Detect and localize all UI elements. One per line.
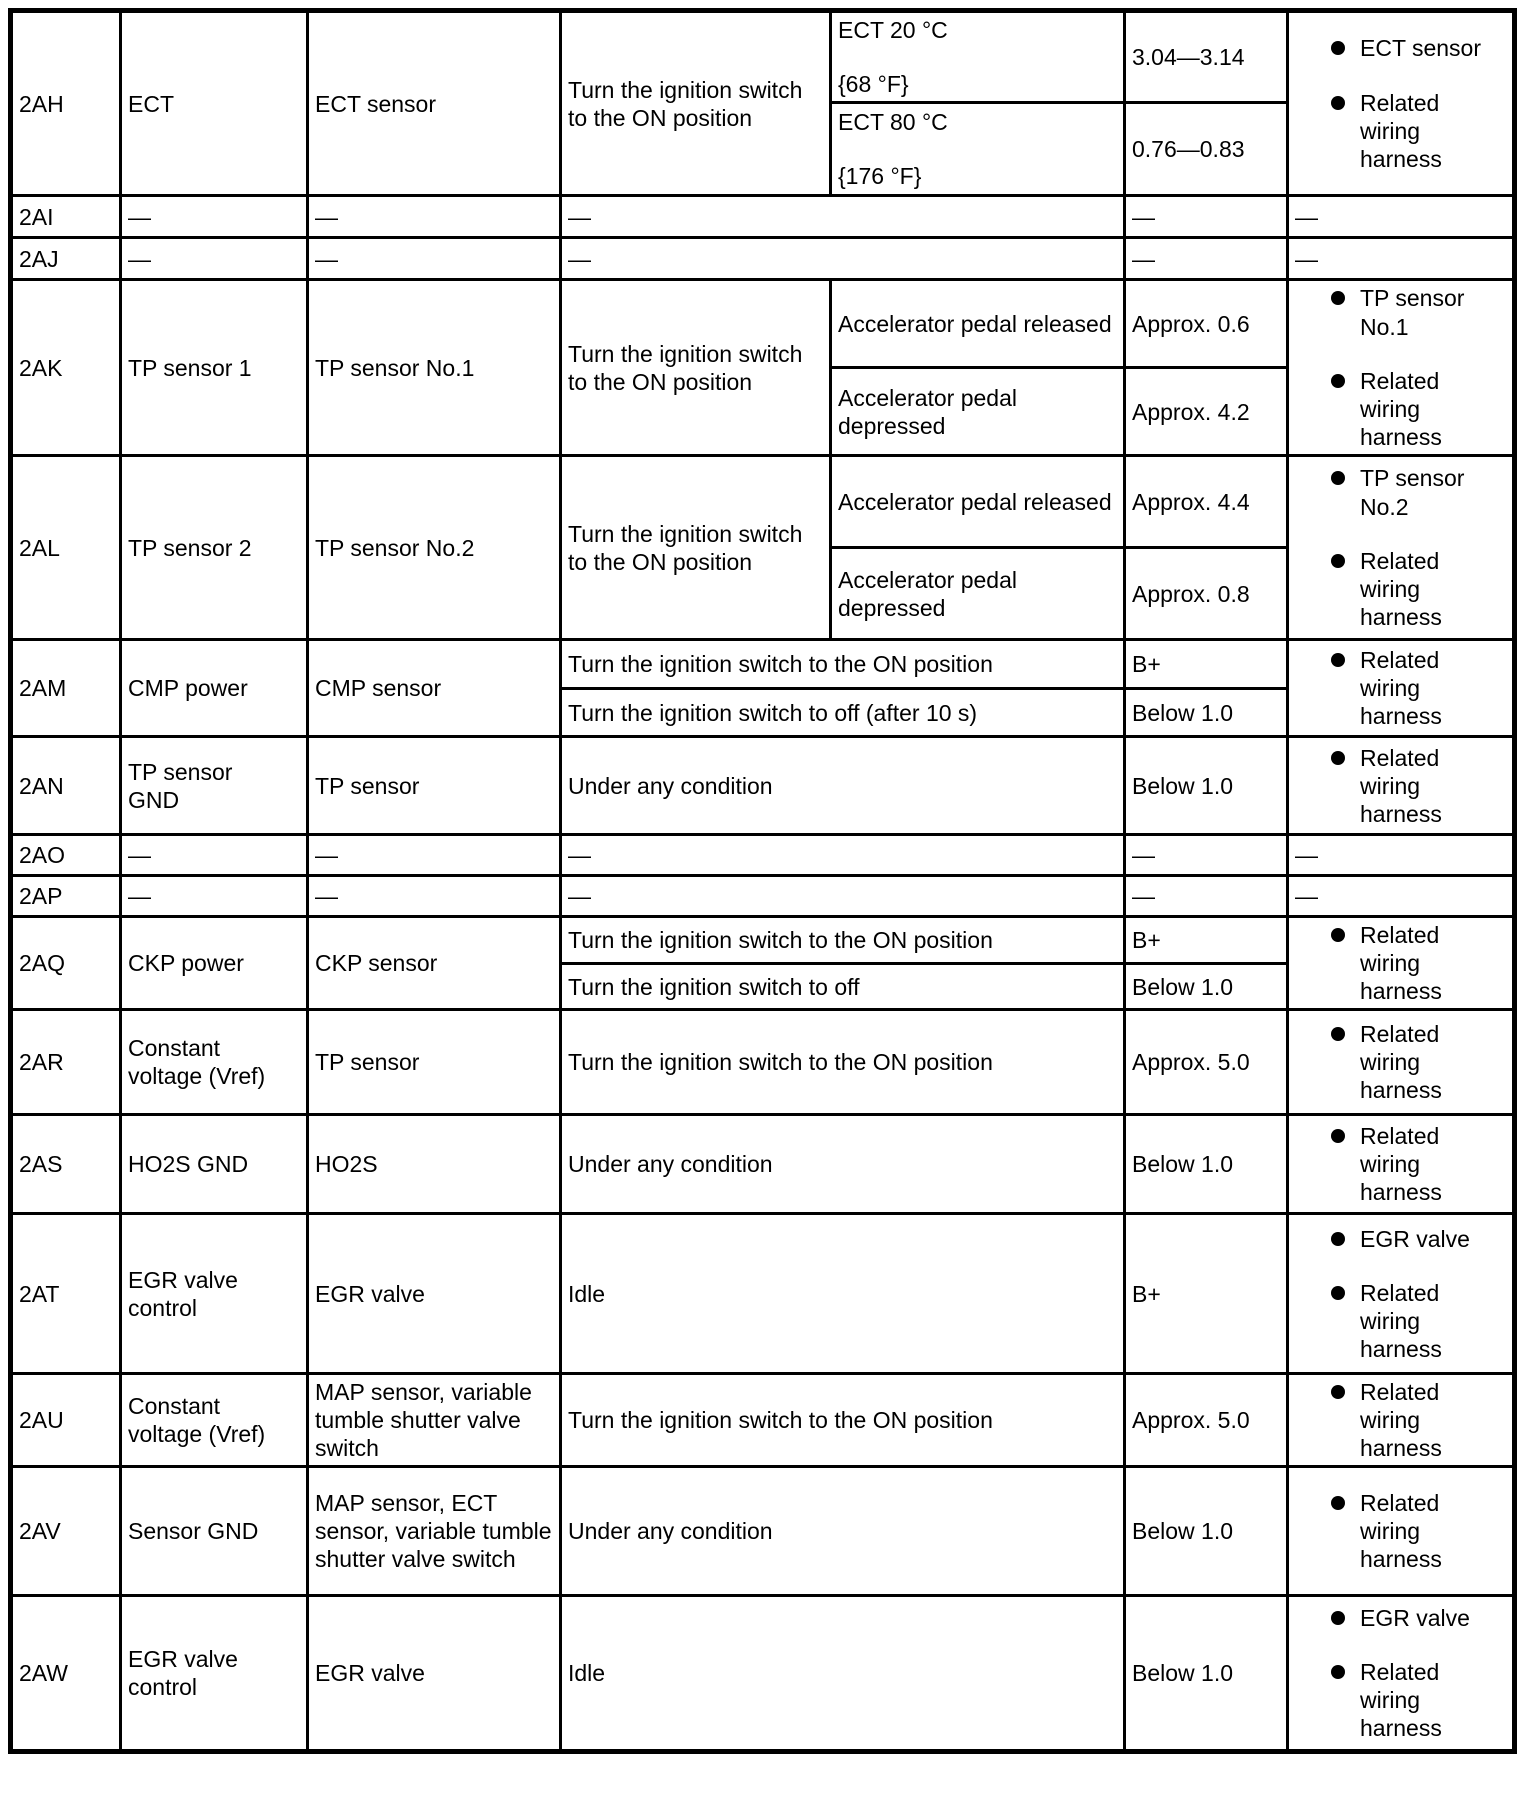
list-item xyxy=(1331,34,1508,62)
sub-condition-cell: Accelerator pedal depressed xyxy=(831,548,1125,640)
signal-cell xyxy=(121,1374,308,1467)
condition-cell: Turn the ignition switch to the ON position xyxy=(561,917,1125,964)
bullet-icon xyxy=(1331,41,1345,55)
inspection-cell xyxy=(1288,280,1515,456)
voltage-cell: — xyxy=(1125,238,1288,280)
signal-label: TP sensor 2 xyxy=(128,534,252,561)
bullet-icon xyxy=(1331,96,1345,110)
list-item xyxy=(1331,1122,1508,1206)
voltage-cell: — xyxy=(1125,835,1288,876)
voltage-cell: Approx. 0.8 xyxy=(1125,548,1288,640)
signal-cell xyxy=(121,11,308,196)
signal-label: CMP power xyxy=(128,675,248,702)
list-item xyxy=(1331,1279,1508,1363)
signal-label: CKP power xyxy=(128,950,244,977)
bullet-icon xyxy=(1331,471,1345,485)
list-item xyxy=(1331,1225,1508,1253)
voltage-cell: B+ xyxy=(1125,917,1288,964)
sub-condition-line: {68 °F} xyxy=(838,71,909,98)
part-cell: — xyxy=(308,238,561,280)
signal-cell: — xyxy=(121,238,308,280)
bullet-icon xyxy=(1331,1232,1345,1246)
signal-label: Constant voltage (Vref) xyxy=(128,1393,266,1448)
inspection-item-label: Related wiring harness xyxy=(1360,1279,1442,1362)
part-cell: TP sensor No.2 xyxy=(308,456,561,640)
inspection-cell xyxy=(1288,737,1515,835)
inspection-cell xyxy=(1288,1596,1515,1752)
signal-cell xyxy=(121,1596,308,1752)
signal-label: HO2S GND xyxy=(128,1151,249,1178)
terminal-cell: 2AM xyxy=(11,640,121,737)
condition-cell: Under any condition xyxy=(561,1467,1125,1596)
inspection-cell xyxy=(1288,1115,1515,1214)
bullet-icon xyxy=(1331,653,1345,667)
part-cell: — xyxy=(308,835,561,876)
inspection-item-label: Related wiring harness xyxy=(1360,1123,1442,1206)
condition-cell: Under any condition xyxy=(561,1115,1125,1214)
part-cell: EGR valve xyxy=(308,1596,561,1752)
inspection-item-label: Related wiring harness xyxy=(1360,1021,1442,1104)
list-item xyxy=(1331,1378,1508,1462)
terminal-cell: 2AK xyxy=(11,280,121,456)
inspection-cell: — xyxy=(1288,196,1515,238)
voltage-cell: Below 1.0 xyxy=(1125,1467,1288,1596)
bullet-icon xyxy=(1331,751,1345,765)
signal-label: Sensor GND xyxy=(128,1518,259,1545)
sub-condition-line: ECT 20 °C xyxy=(838,17,948,43)
condition-cell: Turn the ignition switch to the ON position xyxy=(561,1010,1125,1115)
voltage-cell: Below 1.0 xyxy=(1125,1115,1288,1214)
part-cell: TP sensor No.1 xyxy=(308,280,561,456)
voltage-cell: Below 1.0 xyxy=(1125,964,1288,1010)
sub-condition-cell xyxy=(831,103,1125,196)
terminal-cell: 2AW xyxy=(11,1596,121,1752)
condition-cell: Idle xyxy=(561,1214,1125,1374)
signal-cell xyxy=(121,1115,308,1214)
inspection-item-label: Related wiring harness xyxy=(1360,547,1442,630)
signal-cell xyxy=(121,1010,308,1115)
bullet-icon xyxy=(1331,1129,1345,1143)
part-cell: MAP sensor, ECT sensor, variable tumble shutter valve switch xyxy=(308,1467,561,1596)
pcm-terminal-voltage-table xyxy=(8,8,1517,1754)
signal-cell: — xyxy=(121,876,308,917)
inspection-item-label: TP sensor No.1 xyxy=(1360,285,1465,340)
sub-condition-cell: Accelerator pedal depressed xyxy=(831,368,1125,456)
list-item xyxy=(1331,1489,1508,1573)
signal-cell xyxy=(121,917,308,1010)
signal-cell xyxy=(121,1214,308,1374)
signal-cell: — xyxy=(121,835,308,876)
list-item xyxy=(1331,89,1508,173)
voltage-cell: Approx. 4.4 xyxy=(1125,456,1288,548)
terminal-cell: 2AO xyxy=(11,835,121,876)
condition-cell: Turn the ignition switch to the ON position xyxy=(561,1374,1125,1467)
terminal-cell: 2AQ xyxy=(11,917,121,1010)
inspection-cell: — xyxy=(1288,835,1515,876)
voltage-cell: Approx. 5.0 xyxy=(1125,1374,1288,1467)
terminal-cell: 2AH xyxy=(11,11,121,196)
voltage-cell: 0.76—0.83 xyxy=(1125,103,1288,196)
inspection-item-label: Related wiring harness xyxy=(1360,1490,1442,1573)
inspection-item-label: EGR valve xyxy=(1360,1605,1470,1632)
inspection-cell xyxy=(1288,640,1515,737)
list-item xyxy=(1331,744,1508,828)
signal-label: TP sensor GND xyxy=(128,758,233,813)
bullet-icon xyxy=(1331,554,1345,568)
voltage-cell: Approx. 5.0 xyxy=(1125,1010,1288,1115)
sub-condition-line: {176 °F} xyxy=(838,163,922,190)
signal-cell xyxy=(121,456,308,640)
list-item xyxy=(1331,1020,1508,1104)
condition-cell: Under any condition xyxy=(561,737,1125,835)
voltage-cell: B+ xyxy=(1125,640,1288,689)
voltage-cell: 3.04—3.14 xyxy=(1125,11,1288,103)
condition-cell: — xyxy=(561,196,1125,238)
voltage-cell: Below 1.0 xyxy=(1125,737,1288,835)
terminal-cell: 2AR xyxy=(11,1010,121,1115)
part-cell: ECT sensor xyxy=(308,11,561,196)
signal-label: ECT xyxy=(128,90,174,117)
sub-condition-cell xyxy=(831,11,1125,103)
condition-cell: Turn the ignition switch to the ON position xyxy=(561,640,1125,689)
part-cell: — xyxy=(308,876,561,917)
condition-cell: Turn the ignition switch to the ON position xyxy=(561,280,831,456)
inspection-cell xyxy=(1288,917,1515,1010)
signal-label: Constant voltage (Vref) xyxy=(128,1035,266,1090)
sub-condition-line: ECT 80 °C xyxy=(838,109,948,136)
inspection-cell xyxy=(1288,1374,1515,1467)
inspection-item-label: TP sensor No.2 xyxy=(1360,465,1465,520)
sub-condition-cell: Accelerator pedal released xyxy=(831,456,1125,548)
inspection-item-label: Related wiring harness xyxy=(1360,89,1442,172)
voltage-cell: Approx. 4.2 xyxy=(1125,368,1288,456)
condition-cell: — xyxy=(561,876,1125,917)
terminal-cell: 2AJ xyxy=(11,238,121,280)
voltage-cell: Approx. 0.6 xyxy=(1125,280,1288,368)
bullet-icon xyxy=(1331,1385,1345,1399)
part-cell: TP sensor xyxy=(308,1010,561,1115)
bullet-icon xyxy=(1331,1027,1345,1041)
terminal-cell: 2AI xyxy=(11,196,121,238)
condition-cell: Idle xyxy=(561,1596,1125,1752)
inspection-cell: — xyxy=(1288,238,1515,280)
inspection-cell xyxy=(1288,456,1515,640)
inspection-item-label: Related wiring harness xyxy=(1360,1379,1442,1462)
inspection-cell xyxy=(1288,1214,1515,1374)
list-item xyxy=(1331,921,1508,1005)
inspection-cell xyxy=(1288,1010,1515,1115)
list-item xyxy=(1331,367,1508,451)
terminal-cell: 2AP xyxy=(11,876,121,917)
signal-cell xyxy=(121,1467,308,1596)
bullet-icon xyxy=(1331,374,1345,388)
part-cell: CKP sensor xyxy=(308,917,561,1010)
signal-label: EGR valve control xyxy=(128,1646,238,1701)
signal-cell: — xyxy=(121,196,308,238)
bullet-icon xyxy=(1331,1611,1345,1625)
condition-cell: — xyxy=(561,238,1125,280)
list-item xyxy=(1331,547,1508,631)
signal-cell xyxy=(121,737,308,835)
terminal-cell: 2AN xyxy=(11,737,121,835)
condition-cell: — xyxy=(561,835,1125,876)
list-item xyxy=(1331,646,1508,730)
sub-condition-cell: Accelerator pedal released xyxy=(831,280,1125,368)
voltage-cell: — xyxy=(1125,876,1288,917)
bullet-icon xyxy=(1331,928,1345,942)
bullet-icon xyxy=(1331,1665,1345,1679)
signal-cell xyxy=(121,280,308,456)
signal-label: TP sensor 1 xyxy=(128,354,252,381)
list-item xyxy=(1331,1658,1508,1742)
bullet-icon xyxy=(1331,291,1345,305)
signal-cell xyxy=(121,640,308,737)
condition-cell: Turn the ignition switch to off xyxy=(561,964,1125,1010)
bullet-icon xyxy=(1331,1496,1345,1510)
inspection-cell: — xyxy=(1288,876,1515,917)
part-cell: CMP sensor xyxy=(308,640,561,737)
list-item xyxy=(1331,1604,1508,1632)
voltage-cell: B+ xyxy=(1125,1214,1288,1374)
terminal-cell: 2AS xyxy=(11,1115,121,1214)
inspection-cell xyxy=(1288,1467,1515,1596)
inspection-item-label: Related wiring harness xyxy=(1360,922,1442,1005)
part-cell: HO2S xyxy=(308,1115,561,1214)
condition-cell: Turn the ignition switch to the ON position xyxy=(561,456,831,640)
part-cell: — xyxy=(308,196,561,238)
bullet-icon xyxy=(1331,1286,1345,1300)
voltage-cell: Below 1.0 xyxy=(1125,689,1288,737)
terminal-cell: 2AL xyxy=(11,456,121,640)
inspection-cell xyxy=(1288,11,1515,196)
condition-cell: Turn the ignition switch to the ON position xyxy=(561,11,831,196)
terminal-cell: 2AV xyxy=(11,1467,121,1596)
list-item xyxy=(1331,464,1508,520)
signal-label: EGR valve control xyxy=(128,1266,238,1321)
part-cell: TP sensor xyxy=(308,737,561,835)
part-cell: MAP sensor, variable tumble shutter valve switch xyxy=(308,1374,561,1467)
part-cell: EGR valve xyxy=(308,1214,561,1374)
voltage-cell: — xyxy=(1125,196,1288,238)
inspection-item-label: Related wiring harness xyxy=(1360,1659,1442,1742)
inspection-item-label: Related wiring harness xyxy=(1360,367,1442,450)
list-item xyxy=(1331,284,1508,340)
terminal-cell: 2AT xyxy=(11,1214,121,1374)
inspection-item-label: ECT sensor xyxy=(1360,35,1482,62)
inspection-item-label: Related wiring harness xyxy=(1360,647,1442,730)
terminal-cell: 2AU xyxy=(11,1374,121,1467)
condition-cell: Turn the ignition switch to off (after 10 s) xyxy=(561,689,1125,737)
inspection-item-label: Related wiring harness xyxy=(1360,744,1442,827)
voltage-cell: Below 1.0 xyxy=(1125,1596,1288,1752)
inspection-item-label: EGR valve xyxy=(1360,1225,1470,1252)
